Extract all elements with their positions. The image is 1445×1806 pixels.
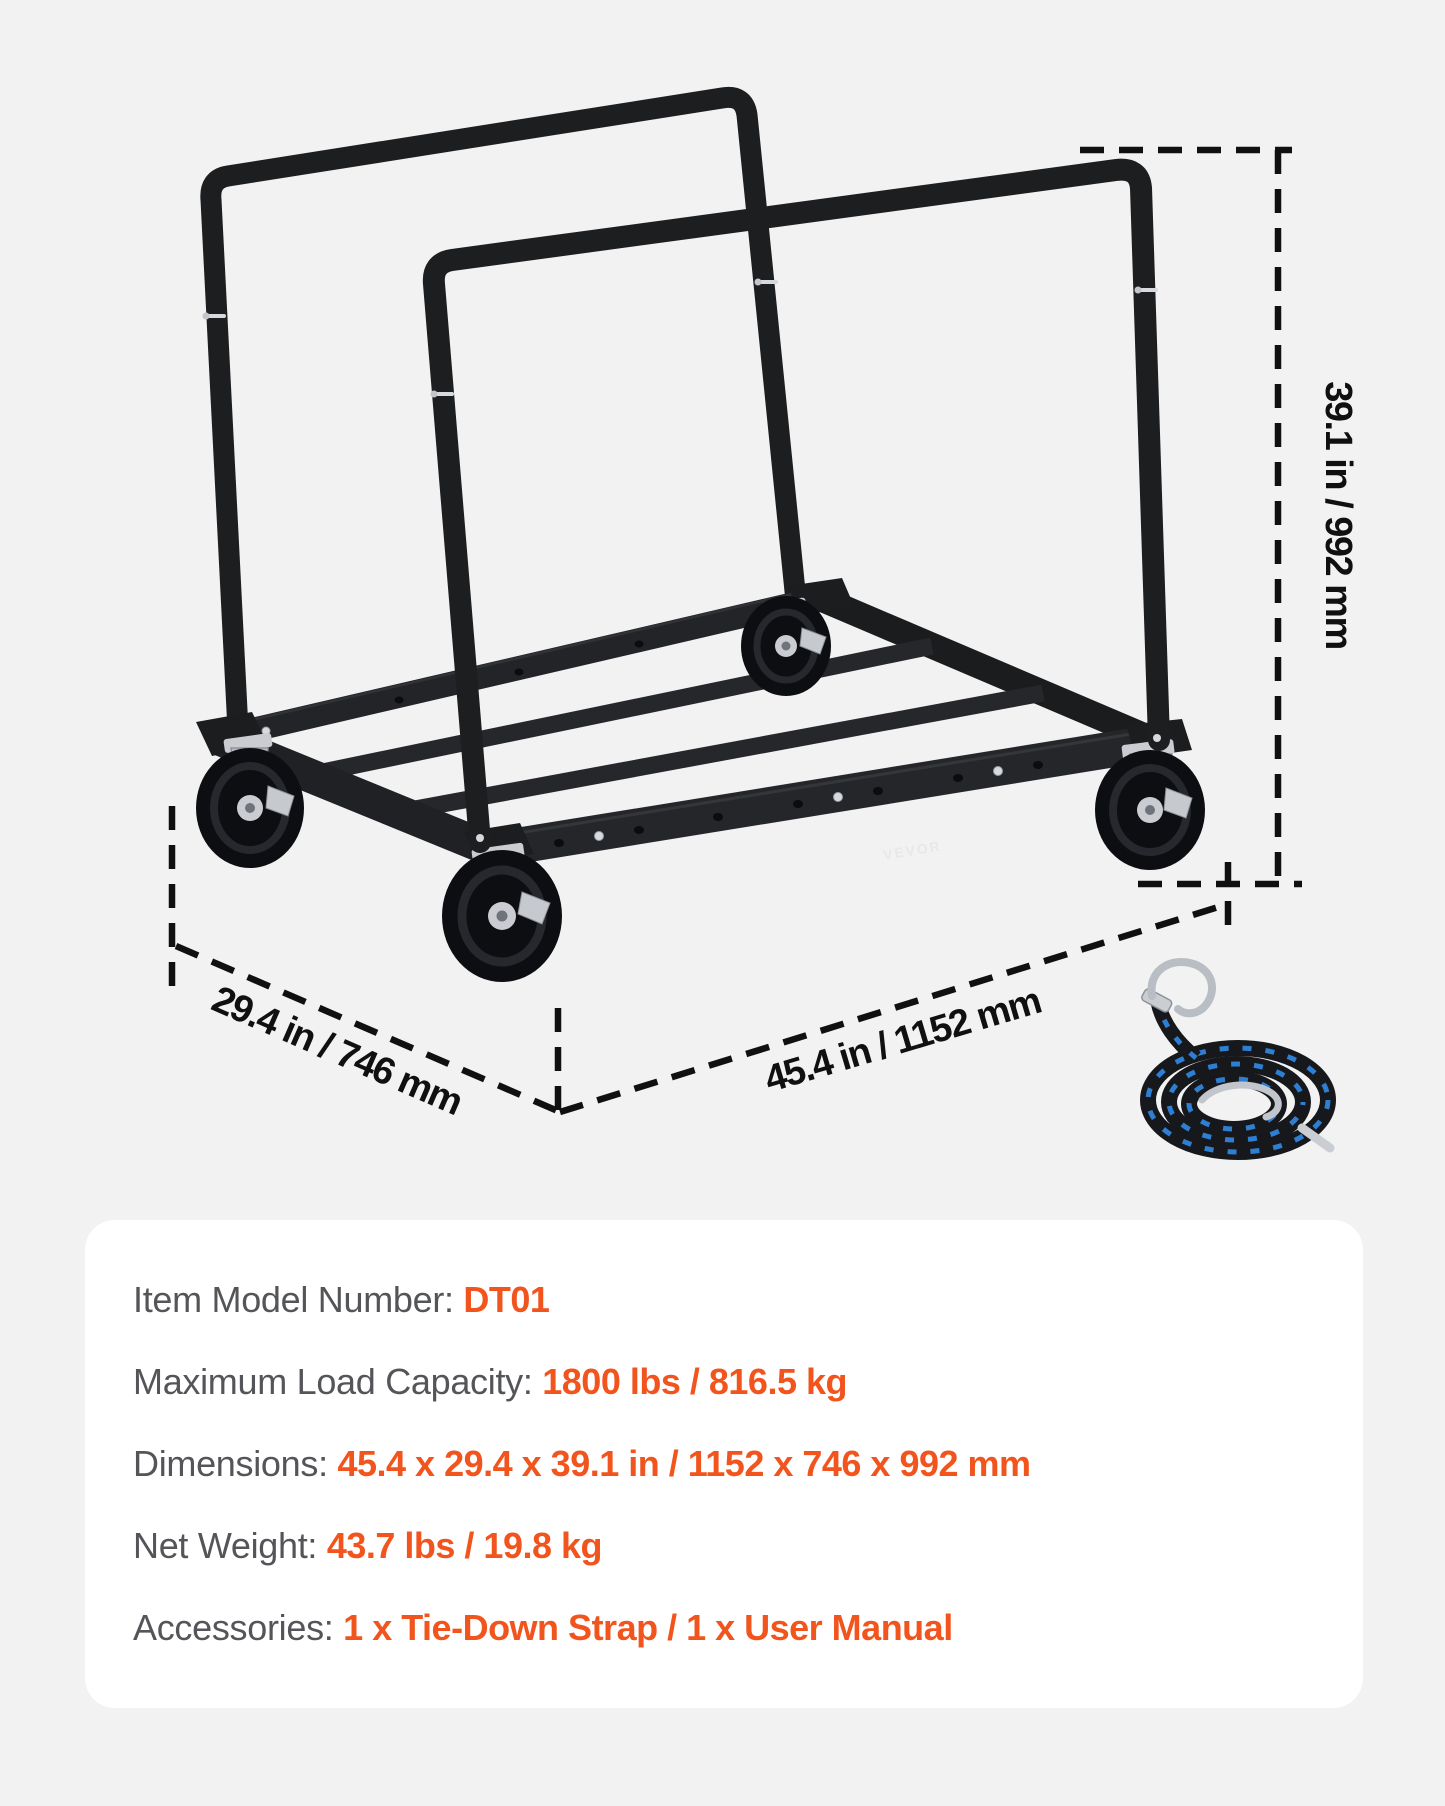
- spec-row-model: [133, 1281, 1327, 1319]
- deck-crossbar: [308, 646, 932, 775]
- spec-value: 45.4 x 29.4 x 39.1 in / 1152 x 746 x 992 mm: [337, 1443, 1031, 1484]
- spec-value: DT01: [463, 1279, 550, 1320]
- spec-value: 1800 lbs / 816.5 kg: [542, 1361, 847, 1402]
- depth-dimension-label: 29.4 in / 746 mm: [205, 978, 468, 1124]
- spec-row-accessories: [133, 1609, 1327, 1647]
- spec-value: 43.7 lbs / 19.8 kg: [326, 1525, 602, 1566]
- spec-label: Accessories:: [133, 1607, 344, 1648]
- dimension-lines: [172, 150, 1302, 1120]
- spec-value: 1 x Tie-Down Strap / 1 x User Manual: [343, 1607, 953, 1648]
- caster-rear: [741, 596, 831, 696]
- length-line: [560, 904, 1228, 1112]
- vevor-logo: VEVOR: [881, 837, 943, 863]
- caster-front: [442, 842, 562, 982]
- spec-row-load-capacity: [133, 1363, 1327, 1401]
- spec-row-dimensions: [133, 1445, 1327, 1483]
- spec-label: Item Model Number:: [133, 1279, 464, 1320]
- spec-label: Dimensions:: [133, 1443, 338, 1484]
- spec-label: Net Weight:: [133, 1525, 327, 1566]
- spec-label: Maximum Load Capacity:: [133, 1361, 543, 1402]
- length-dimension-label: 45.4 in / 1152 mm: [759, 979, 1046, 1102]
- cart-base-frame: [196, 578, 1192, 864]
- spec-panel: [85, 1220, 1363, 1708]
- tie-down-strap-icon: [1140, 962, 1330, 1152]
- spec-row-net-weight: [133, 1527, 1327, 1565]
- height-dimension-label: 39.1 in / 992 mm: [1317, 381, 1359, 649]
